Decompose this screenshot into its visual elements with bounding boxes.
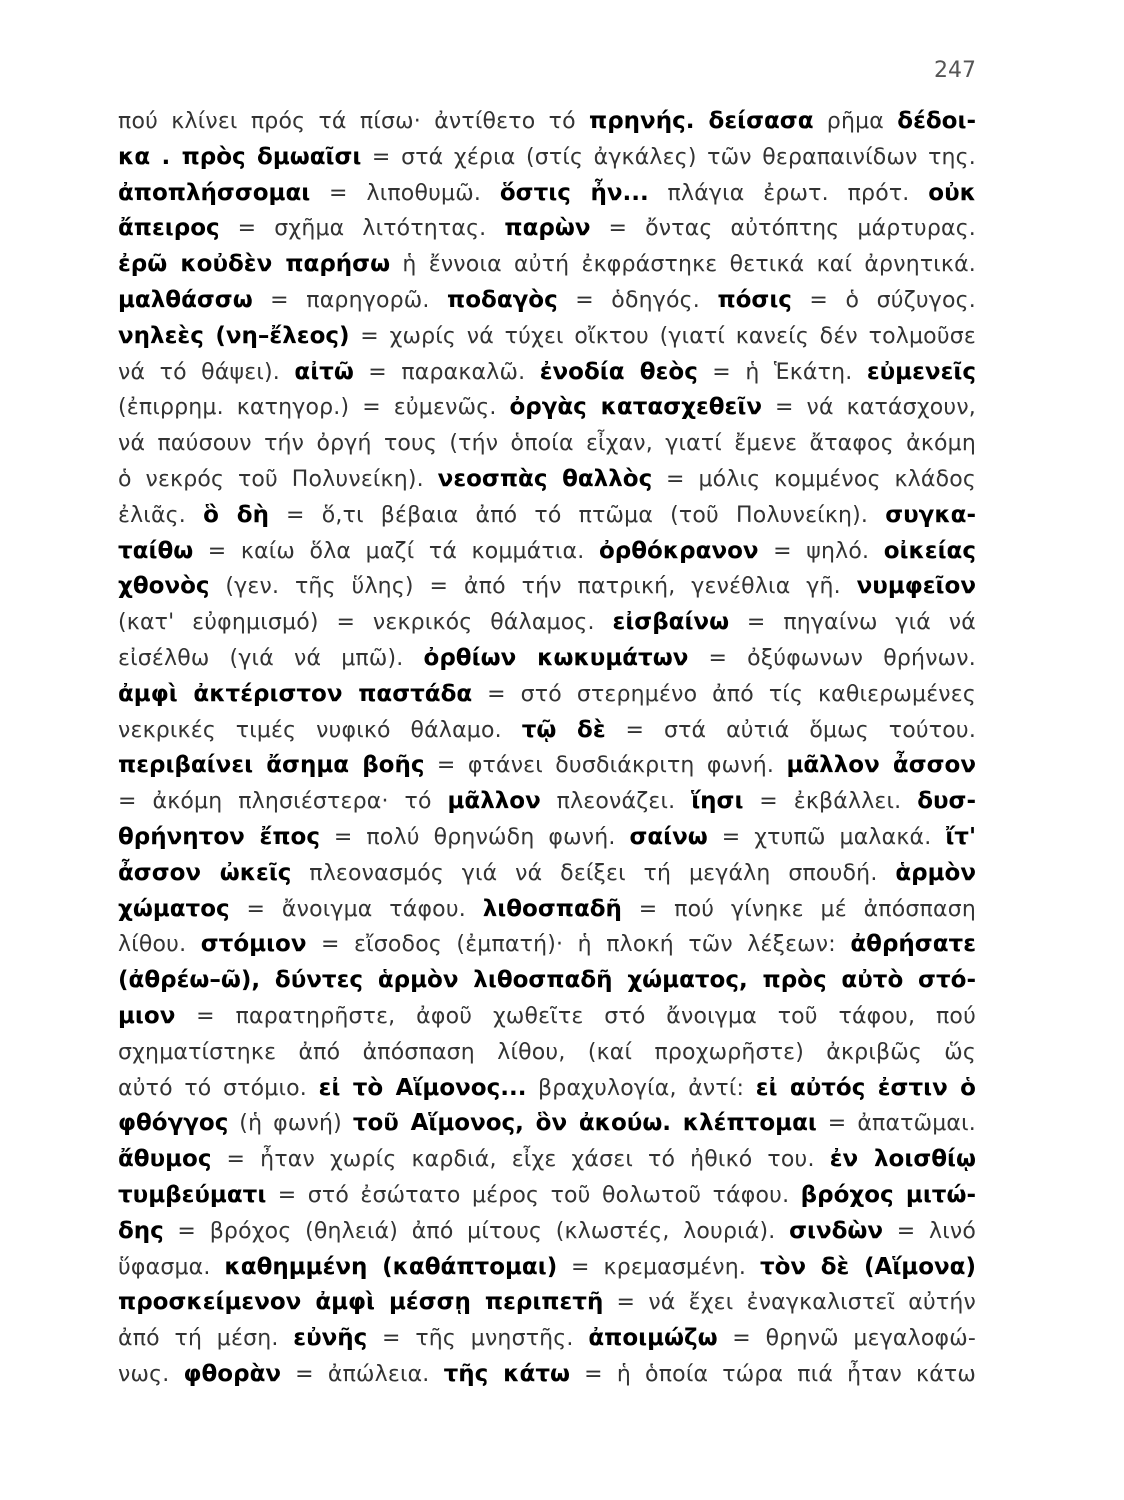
text-line <box>118 462 976 498</box>
glossary-term: ὀρθίων κωκυμάτων <box>423 644 689 671</box>
glossary-term: αἰτῶ <box>294 358 354 385</box>
gloss-text: νεκρικές τιμές νυφικό θάλαμο. <box>118 717 522 743</box>
text-line <box>118 355 976 391</box>
body-text <box>118 104 976 1393</box>
glossary-term: πρηνής. δείσασα <box>589 108 814 134</box>
gloss-text: = μόλις κομμένος κλάδος <box>652 466 976 492</box>
gloss-text: ὕφασμα. <box>118 1254 225 1280</box>
gloss-text: αὐτό τό στόμιο. <box>118 1075 319 1101</box>
gloss-text: = νά κατάσχουν, <box>762 395 976 421</box>
gloss-text: = ἄνοιγμα τάφου. <box>229 896 483 922</box>
gloss-text: (γεν. τῆς ὕλης) = ἀπό τήν πατρική, γενέθλια γῆ. <box>209 574 857 600</box>
gloss-text: πλεονάζει. <box>540 789 692 815</box>
text-line <box>118 1071 976 1107</box>
glossary-term: ἀποιμώζω <box>588 1325 718 1352</box>
gloss-text: = τῆς μνηστῆς. <box>367 1326 589 1352</box>
glossary-term: οὐκ <box>928 179 976 206</box>
glossary-term: ἆσσον ὠκεῖς <box>118 859 292 886</box>
gloss-text: ἐλιᾶς. <box>118 502 204 528</box>
glossary-term: χώματος <box>118 895 230 922</box>
glossary-term: εὐνῆς <box>293 1325 368 1352</box>
text-line <box>118 1035 976 1071</box>
gloss-text: = ἐκβάλλει. <box>743 789 918 815</box>
text-line <box>118 999 976 1035</box>
glossary-term: ὃ δὴ <box>203 501 269 528</box>
gloss-text: = πολύ θρηνώδη φωνή. <box>319 824 630 850</box>
glossary-term: ἐρῶ κοὐδὲν παρήσω <box>118 251 391 278</box>
text-line <box>118 211 976 247</box>
glossary-term: τὸν δὲ (Αἵμονα) <box>759 1253 976 1280</box>
gloss-text: = ἦταν χωρίς καρδιά, εἶχε χάσει τό ἠθικό του. <box>211 1147 830 1173</box>
gloss-text: = παρατηρῆστε, ἀφοῦ χωθεῖτε στό ἄνοιγμα τοῦ τάφου, πού <box>175 1003 976 1029</box>
gloss-text: εἰσέλθω (γιά νά μπῶ). <box>118 645 424 671</box>
glossary-term: φθορὰν <box>183 1360 282 1387</box>
glossary-term: στόμιον <box>200 931 307 958</box>
glossary-term: τοῦ Αἵμονος, ὃν ἀκούω. κλέπτομαι <box>352 1110 817 1137</box>
text-line <box>118 140 976 176</box>
gloss-text: = ἀκόμη πλησιέστερα· τό <box>118 789 448 815</box>
gloss-text: πλεονασμός γιά νά δείξει τή μεγάλη σπουδή. <box>291 860 896 886</box>
glossary-term: ἁρμὸν <box>895 859 976 886</box>
text-line <box>118 283 976 319</box>
glossary-term: συγκα- <box>885 501 976 528</box>
text-line <box>118 176 976 212</box>
page-number: 247 <box>934 58 976 83</box>
gloss-text: ἡ ἔννοια αὐτή ἐκφράστηκε θετικά καί ἀρνητικά. <box>390 252 976 278</box>
gloss-text: = στό στερημένο ἀπό τίς καθιερωμένες <box>472 681 976 707</box>
glossary-term: ἐν λοισθίῳ <box>829 1146 976 1173</box>
text-line <box>118 247 976 283</box>
text-line <box>118 569 976 605</box>
glossary-term: ἀμφὶ ἀκτέριστον παστάδα <box>118 680 473 707</box>
glossary-term: ἄπειρος <box>118 215 220 242</box>
gloss-text: = καίω ὅλα μαζί τά κομμάτια. <box>193 538 599 564</box>
text-line <box>118 713 976 749</box>
gloss-text: = ὁδηγός. <box>557 287 718 313</box>
gloss-text: = εἴσοδος (ἐμπατή)· ἡ πλοκή τῶν λέξεων: <box>306 932 851 958</box>
gloss-text: πλάγια ἐρωτ. πρότ. <box>648 180 929 206</box>
gloss-text: βραχυλογία, ἀντί: <box>526 1075 756 1101</box>
text-line <box>118 605 976 641</box>
text-line <box>118 1357 976 1393</box>
gloss-text: = κρεμασμένη. <box>557 1254 760 1280</box>
glossary-term: καθημμένη (καθάπτομαι) <box>224 1253 558 1280</box>
glossary-term: νηλεὲς (νη–ἔλεος) <box>118 322 350 349</box>
text-line <box>118 319 976 355</box>
text-line <box>118 1250 976 1286</box>
glossary-term: δυσ- <box>917 788 976 815</box>
gloss-text: = πού γίνηκε μέ ἀπόσπαση <box>621 896 976 922</box>
glossary-term: οἰκείας <box>883 537 976 564</box>
glossary-term: κα . πρὸς δμωαῖσι <box>118 143 362 170</box>
glossary-term: μᾶλλον <box>447 788 541 815</box>
gloss-text: = ὄντας αὐτόπτης μάρτυρας. <box>590 216 976 242</box>
glossary-term: εἰ τὸ Αἵμονος... <box>318 1074 527 1101</box>
text-line <box>118 426 976 462</box>
gloss-text: = παρηγορῶ. <box>252 287 448 313</box>
gloss-text: = ὀξύφωνων θρήνων. <box>688 645 976 671</box>
glossary-term: ταίθω <box>118 537 194 564</box>
text-line <box>118 856 976 892</box>
glossary-term: ἀποπλήσσομαι <box>118 179 311 206</box>
gloss-text: νά τό θάψει). <box>118 359 295 385</box>
glossary-term: προσκείμενον ἀμφὶ μέσσῃ περιπετῆ <box>118 1289 604 1316</box>
glossary-term: εὐμενεῖς <box>866 358 976 385</box>
glossary-term: θρήνητον ἔπος <box>118 823 320 850</box>
gloss-text: (κατ' εὐφημισμό) = νεκρικός θάλαμος. <box>118 610 613 636</box>
gloss-text: νά παύσουν τήν ὀργή τους (τήν ὁποία εἶχαν, γιατί ἔμενε ἄταφος ἀκόμη <box>118 431 976 457</box>
glossary-term: δέδοι- <box>897 108 976 134</box>
gloss-text: = χωρίς νά τύχει οἴκτου (γιατί κανείς δέν τολμοῦσε <box>349 323 976 349</box>
gloss-text: = παρακαλῶ. <box>353 359 540 385</box>
text-line <box>118 927 976 963</box>
gloss-text: = ἡ Ἑκάτη. <box>697 359 867 385</box>
gloss-text: = σχῆμα λιτότητας. <box>219 216 505 242</box>
text-line <box>118 677 976 713</box>
glossary-term: τῷ δὲ <box>521 716 606 743</box>
glossary-term: (ἀθρέω–ῶ), δύντες ἁρμὸν λιθοσπαδῆ χώματος, πρὸς αὐτὸ στό- <box>118 967 976 994</box>
text-line <box>118 820 976 856</box>
gloss-text: = βρόχος (θηλειά) ἀπό μίτους (κλωστές, λουριά). <box>163 1218 790 1244</box>
glossary-term: ἐνοδία θεὸς <box>539 358 698 385</box>
gloss-text: = χτυπῶ μαλακά. <box>707 824 946 850</box>
gloss-text: πού κλίνει πρός τά πίσω· ἀντίθετο τό <box>118 109 589 134</box>
glossary-term: πόσις <box>717 286 792 313</box>
glossary-term: τῆς κάτω <box>443 1360 570 1387</box>
text-line <box>118 748 976 784</box>
text-line <box>118 390 976 426</box>
gloss-text: νως. <box>118 1361 184 1387</box>
gloss-text: = ψηλό. <box>758 538 884 564</box>
glossary-term: ἄθυμος <box>118 1146 212 1173</box>
text-line <box>118 1214 976 1250</box>
glossary-term: περιβαίνει ἄσημα βοῆς <box>118 752 425 779</box>
gloss-text: = στό ἐσώτατο μέρος τοῦ θολωτοῦ τάφου. <box>266 1182 801 1208</box>
glossary-term: μαλθάσσω <box>118 286 253 313</box>
text-line <box>118 1142 976 1178</box>
glossary-term: μιον <box>118 1002 176 1029</box>
gloss-text: = ἡ ὁποία τώρα πιά ἦταν κάτω <box>570 1361 976 1387</box>
gloss-text: ἀπό τή μέση. <box>118 1326 294 1352</box>
text-line <box>118 104 976 140</box>
text-line <box>118 1321 976 1357</box>
gloss-text: = ὁ σύζυγος. <box>791 287 976 313</box>
gloss-text: = λινό <box>883 1218 976 1244</box>
text-line <box>118 1106 976 1142</box>
gloss-text: = ἀπατῶμαι. <box>816 1111 976 1137</box>
gloss-text: = νά ἔχει ἐναγκαλιστεῖ αὐτήν <box>603 1290 976 1316</box>
gloss-text: λίθου. <box>118 932 201 958</box>
glossary-term: ὀργὰς κατασχεθεῖν <box>509 394 762 421</box>
glossary-term: φθόγγος <box>118 1110 229 1137</box>
glossary-term: εἰσβαίνω <box>612 609 730 636</box>
glossary-term: τυμβεύματι <box>118 1181 267 1208</box>
gloss-text: (ἡ φωνή) <box>228 1111 353 1137</box>
glossary-term: δης <box>118 1217 164 1244</box>
text-line <box>118 498 976 534</box>
glossary-term: παρὼν <box>504 215 591 242</box>
text-line <box>118 1285 976 1321</box>
glossary-term: ἀθρήσατε <box>850 931 976 958</box>
glossary-term: μᾶλλον ἆσσον <box>786 752 976 779</box>
glossary-term: χθονὸς <box>118 573 210 600</box>
gloss-text: = πηγαίνω γιά νά <box>729 610 976 636</box>
glossary-term: ἵησι <box>691 788 744 815</box>
glossary-term: λιθοσπαδῆ <box>482 895 622 922</box>
gloss-text: = λιποθυμῶ. <box>310 180 500 206</box>
gloss-text: ὁ νεκρός τοῦ Πολυνείκη). <box>118 466 438 492</box>
text-line <box>118 641 976 677</box>
gloss-text: = ἀπώλεια. <box>281 1361 444 1387</box>
gloss-text: ρῆμα <box>813 109 898 134</box>
glossary-term: σαίνω <box>629 823 708 850</box>
gloss-text: = στά χέρια (στίς ἀγκάλες) τῶν θεραπαινίδων της. <box>361 144 976 170</box>
glossary-term: ὀρθόκρανον <box>598 537 759 564</box>
glossary-term: βρόχος μιτώ- <box>800 1181 976 1208</box>
gloss-text: (ἐπιρρημ. κατηγορ.) = εὐμενῶς. <box>118 395 510 421</box>
gloss-text: = φτάνει δυσδιάκριτη φωνή. <box>424 753 787 779</box>
glossary-term: εἰ αὐτός ἐστιν ὁ <box>755 1074 976 1101</box>
glossary-term: ποδαγὸς <box>447 286 558 313</box>
text-line <box>118 892 976 928</box>
glossary-term: ἴτ' <box>945 823 976 850</box>
glossary-term: ὅστις ἦν... <box>499 179 649 206</box>
glossary-term: νυμφεῖον <box>856 573 976 600</box>
gloss-text: σχηματίστηκε ἀπό ἀπόσπαση λίθου, (καί προχωρῆστε) ἀκριβῶς ὥς <box>118 1039 976 1065</box>
glossary-term: σινδὼν <box>789 1217 884 1244</box>
gloss-text: = στά αὐτιά ὅμως τούτου. <box>605 717 976 743</box>
text-line <box>118 784 976 820</box>
gloss-text: = θρηνῶ μεγαλοφώ- <box>717 1326 976 1352</box>
text-line <box>118 963 976 999</box>
text-line <box>118 1178 976 1214</box>
glossary-term: νεοσπὰς θαλλὸς <box>437 465 653 492</box>
gloss-text: = ὅ,τι βέβαια ἀπό τό πτῶμα (τοῦ Πολυνείκη). <box>268 502 886 528</box>
text-line <box>118 534 976 570</box>
